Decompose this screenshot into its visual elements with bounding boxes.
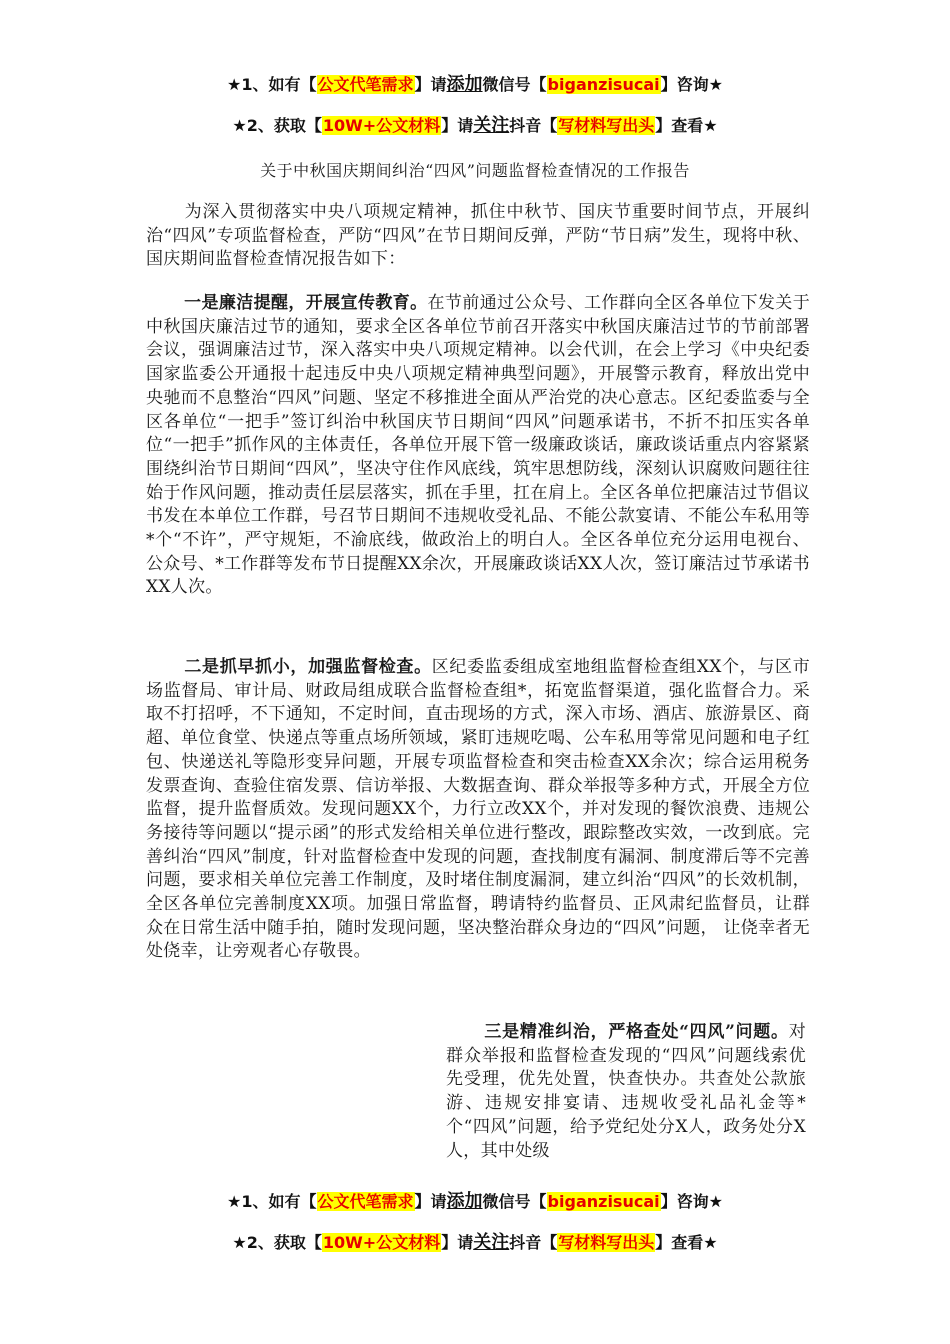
banner-text: 微信号【 xyxy=(482,75,547,94)
douyin-account: 写材料写出头 xyxy=(558,1233,655,1252)
document-title: 关于中秋国庆期间纠治“四风”问题监督检查情况的工作报告 xyxy=(260,161,690,180)
banner-bottom-line1 xyxy=(0,1187,950,1213)
banner-text: 】查看★ xyxy=(655,1233,718,1252)
highlight-text: 公文代笔需求 xyxy=(317,75,414,94)
banner-text: 抖音【 xyxy=(509,116,558,135)
underlined-text: 添加 xyxy=(446,74,483,95)
banner-text: 1、如有【 xyxy=(241,75,317,94)
highlight-text: 公文代笔需求 xyxy=(317,1192,414,1211)
star-icon: ★ xyxy=(227,1192,242,1211)
section-2-paragraph xyxy=(146,656,810,964)
star-icon: ★ xyxy=(227,75,242,94)
section-1-heading: 一是廉洁提醒，开展宣传教育。 xyxy=(184,293,428,313)
section-2-body: 区纪委监委组成室地组监督检查组XX个，与区市场监督局、审计局、财政局组成联合监督检查组*，拓宽监督渠道，强化监督合力。采取不打招呼，不下通知，不定时间，直击现场的方式，深入市场、酒店、旅游景区、商超、单位食堂、快递点等重点场所领域，紧盯违规吃喝、公车私用等常见问题和电子红包、快递送礼等隐形变异问题，开展专项监督检查和突击检查XX余次；综合运用税务发票查询、查验住宿发票、信访举报、大数据查询、群众举报等多种方式，开展全方位监督，提升监督质效。发现问题XX个，力行立改XX个，并对发现的餐饮浪费、违规公务接待等问题以“提示函”的形式发给相关单位进行整改，跟踪整改实效，一改到底。完善纠治“四风”制度，针对监督检查中发现的问题，查找制度有漏洞、制度滞后等不完善问题，要求相关单位完善工作制度，及时堵住制度漏洞，建立纠治“四风”的长效机制，全区各单位完善制度XX项。加强日常监督，聘请特约监督员、正风肃纪监督员，让群众在日常生活中随手拍，随时发现问题，坚决整治群众身边的“四风”问题， 让侥幸者无处侥幸，让旁观者心存敬畏。 xyxy=(146,657,810,962)
section-1-body: 在节前通过公众号、工作群向全区各单位下发关于中秋国庆廉洁过节的通知，要求全区各单位节前召开落实中秋国庆廉洁过节的节前部署会议，强调廉洁过节，深入落实中央八项规定精神。以会代训，在会上学习《中央纪委国家监委公开通报十起违反中央八项规定精神典型问题》，开展警示教育，释放出党中央驰而不息整治“四风”问题、坚定不移推进全面从严治党的决心意志。区纪委监委与全区各单位“一把手”签订纠治中秋国庆节日期间“四风”问题承诺书，不折不扣压实各单位“一把手”抓作风的主体责任，各单位开展下管一级廉政谈话，廉政谈话重点内容紧紧围绕纠治节日期间“四风”，坚决守住作风底线，筑牢思想防线，深刻认识腐败问题往往始于作风问题，推动责任层层落实，抓在手里，扛在肩上。全区各单位把廉洁过节倡议书发在本单位工作群，号召节日期间不违规收受礼品、不能公款宴请、不能公车私用等*个“不许”，严守规矩，不渝底线，做政治上的明白人。全区各单位充分运用电视台、公众号、*工作群等发布节日提醒XX余次，开展廉政谈话XX人次，签订廉洁过节承诺书XX人次。 xyxy=(146,293,810,598)
banner-text: 2、获取【 xyxy=(246,1233,322,1252)
banner-text: 2、获取【 xyxy=(246,116,322,135)
banner-text: 1、如有【 xyxy=(241,1192,317,1211)
banner-text: 】请 xyxy=(414,1192,447,1211)
banner-top-line1 xyxy=(0,70,950,96)
wechat-id: biganzisucai xyxy=(547,75,660,94)
underlined-text: 关注 xyxy=(473,1232,510,1253)
star-icon: ★ xyxy=(232,1233,247,1252)
wechat-id: biganzisucai xyxy=(547,1192,660,1211)
banner-text: 】请 xyxy=(414,75,447,94)
highlight-text: 10W+公文材料 xyxy=(322,1233,441,1252)
section-3-paragraph xyxy=(446,1021,806,1163)
banner-text: 】查看★ xyxy=(655,116,718,135)
banner-bottom-line2 xyxy=(0,1228,950,1254)
intro-text: 为深入贯彻落实中央八项规定精神，抓住中秋节、国庆节重要时间节点，开展纠治“四风”专项监督检查，严防“四风”在节日期间反弹，严防“节日病”发生，现将中秋、国庆期间监督检查情况报告如下： xyxy=(146,202,810,270)
intro-paragraph xyxy=(146,201,810,272)
underlined-text: 添加 xyxy=(446,1191,483,1212)
banner-text: 】请 xyxy=(441,116,474,135)
star-icon: ★ xyxy=(232,116,247,135)
section-3-heading: 三是精准纠治，严格查处“四风”问题。 xyxy=(484,1022,789,1042)
section-1-paragraph xyxy=(146,292,810,600)
highlight-text: 10W+公文材料 xyxy=(322,116,441,135)
banner-text: 】请 xyxy=(441,1233,474,1252)
banner-top-line2 xyxy=(0,111,950,137)
underlined-text: 关注 xyxy=(473,115,510,136)
section-3-body: 对群众举报和监督检查发现的“四风”问题线索优先受理，优先处置，快查快办。共查处公款旅游、违规安排宴请、违规收受礼品礼金等*个“四风”问题，给予党纪处分X人，政务处分X人，其中处级 xyxy=(446,1022,806,1161)
section-2-heading: 二是抓早抓小，加强监督检查。 xyxy=(184,657,432,677)
douyin-account: 写材料写出头 xyxy=(558,116,655,135)
banner-text: 】咨询★ xyxy=(660,75,723,94)
banner-text: 抖音【 xyxy=(509,1233,558,1252)
banner-text: 微信号【 xyxy=(482,1192,547,1211)
banner-text: 】咨询★ xyxy=(660,1192,723,1211)
